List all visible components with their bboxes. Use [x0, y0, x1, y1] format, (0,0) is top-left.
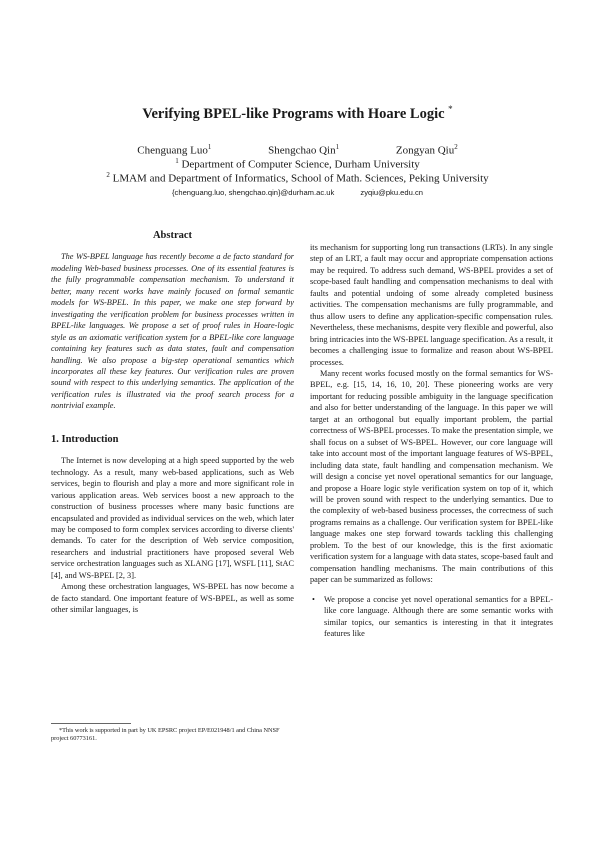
footnote-rule [51, 723, 131, 724]
affiliation: $^2$ LMAM and Department of Informatics, School of Math. Sciences, Peking University [106, 171, 489, 185]
abstract-heading: Abstract [152, 230, 193, 241]
paragraph: The Internet is now developing at a high speed supported by the web technology. As a result, many web-based applications, such as Web services, begin to flourish and play a more and more significant role in various application areas. Web services boost a new approach to the construction of business processes where many basic functions are encapsulated and provided as individual services on the web, which later may be composed to form complex services according to diverse clients' demands. To cater for the description of Web service composition, researchers and industrial practitioners have proposed several Web service orchestration languages such as XLANG [17], WSFL [11], StAC [4], and WS-BPEL [2, 3]. [51, 456, 294, 580]
contribution-list [310, 594, 553, 640]
author: Zongyan Qiu$^2$ [395, 143, 458, 157]
footnote-text: *This work is supported in part by UK EPSRC project EP/E021948/1 and China NNSF project 60773161. [51, 727, 280, 742]
author: Shengchao Qin$^1$ [268, 143, 340, 157]
title-footnote-mark: * [448, 104, 453, 114]
left-column [51, 230, 294, 616]
abstract-text: The WS-BPEL language has recently become a de facto standard for modeling Web-based business processes. One of its essential features is the fully programmable compensation mechanism. To understand it better, many recent works have mainly focused on formal semantic models for WS-BPEL. In this paper, we make one step forward by investigating the verification problem for business processes written in BPEL-like languages. We propose a set of proof rules in Hoare-logic style as an axiomatic verification system for a BPEL-like core language containing key features such as data states, fault and compensation handling. We also propose a big-step operational semantics which incorporates all these key features. Our verification rules are proven sound with respect to this underlying semantics. The application of the verification rules is illustrated via the proof search process for a nontrivial example. [51, 252, 294, 411]
paragraph: Among these orchestration languages, WS-BPEL has now become a de facto standard. One important feature of WS-BPEL, as well as some other similar languages, is [51, 582, 294, 615]
list-item: • We propose a concise yet novel operational semantics for a BPEL-like core language. Although there are some semantic works with similar topics, our semantics is interesting in that it integrates features like [310, 594, 553, 640]
paper-title: Verifying BPEL-like Programs with Hoare Logic * [142, 104, 453, 122]
email: zyqiu@pku.edu.cn [360, 188, 423, 197]
email-addresses [0, 188, 595, 197]
footnote [51, 723, 294, 743]
author: Chenguang Luo$^1$ [137, 143, 212, 157]
paragraph: its mechanism for supporting long run transactions (LRTs). In any single step of an LRT, a fault may occur and appropriate compensation actions may be required. To address such demand, WS-BPEL provides a set of scope-based fault handling and compensation mechanisms to deal with faults and potential undoing of some already completed business activities. The compensation mechanisms are fully programmable, and thus allow users to define any application-specific compensation rules. Nevertheless, these mechanisms, despite very flexible and powerful, also bring intricacies into the WS-BPEL language specification. As a result, it becomes a challenging issue to formalize and reason about WS-BPEL processes. [310, 243, 553, 367]
section-heading: 1. Introduction [51, 433, 119, 445]
author-list [0, 143, 595, 157]
affiliation: $^1$ Department of Computer Science, Durham University [175, 157, 420, 171]
paragraph: Many recent works focused mostly on the formal semantics for WS-BPEL, e.g. [15, 14, 16, 10, 20]. These pioneering works are very important for reducing possible ambiguity in the language specification and also for better understanding of the language. In this paper we will target at an orthogonal but equally important problem, the partial correctness of WS-BPEL processes. To make the presentation simple, we shall focus on a subset of WS-BPEL. However, our core language will take into account most of the important language features of WS-BPEL, including data state, fault handling and compensation mechanism. We will design a concise yet novel operational semantics for our language, and propose a Hoare logic style verification system on top of it, which will be proven sound with respect to the underlying semantics. Due to the complexity of web-based business processes, the correctness of such programs remains as a challenge. Our verification system for BPEL-like language makes one step forward towards tackling this challenging problem. To the best of our knowledge, this is the first axiomatic verification system for a language with data states, scope-based fault and compensation handling mechanisms. The main contributions of this paper can be summarized as follows: [310, 368, 553, 585]
email: {chenguang.luo, shengchao.qin}@durham.ac.uk [172, 188, 335, 197]
right-column [310, 242, 553, 639]
